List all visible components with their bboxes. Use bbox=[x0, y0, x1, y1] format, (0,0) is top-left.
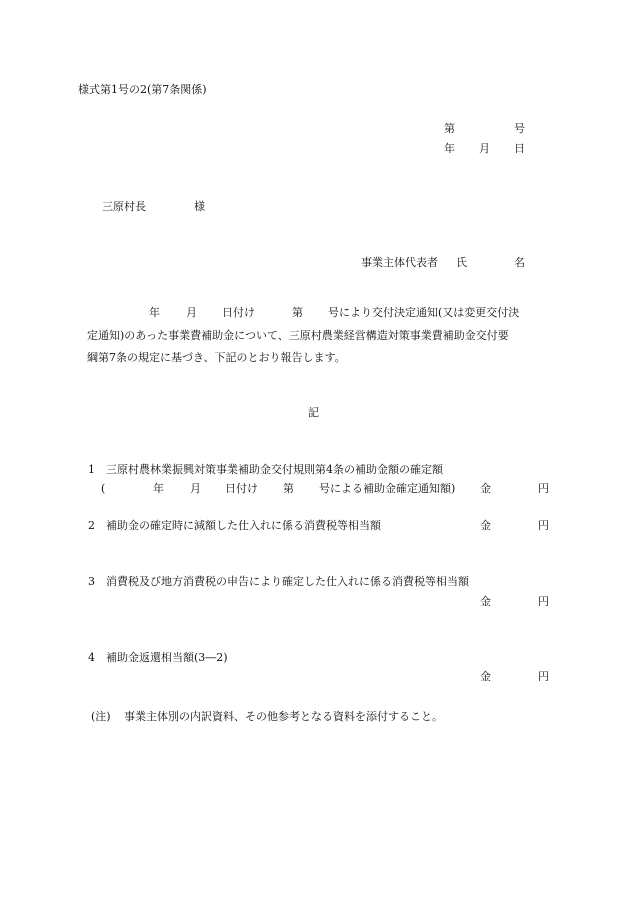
note-text: 事業主体別の内訳資料、その他参考となる資料を添付すること。 bbox=[124, 710, 443, 723]
item-label: 三原村農林業振興対策事業補助金交付規則第4条の補助金額の確定額 bbox=[106, 463, 443, 476]
body-line1-rest: 号により交付決定通知(又は変更交付決 bbox=[328, 306, 520, 319]
item-label: 補助金の確定時に減額した仕入れに係る消費税等相当額 bbox=[106, 519, 381, 532]
item-amount-en: 円 bbox=[538, 595, 549, 608]
addressee-honorific: 様 bbox=[194, 200, 205, 213]
body-line3: 綱第7条の規定に基づき、下記のとおり報告します。 bbox=[87, 351, 346, 364]
body-line2: 定通知)のあった事業費補助金について、三原村農業経営構造対策事業費補助金交付要 bbox=[87, 329, 509, 342]
item-amount-en: 円 bbox=[538, 519, 549, 532]
date-month-label: 月 bbox=[479, 142, 490, 155]
sender-label: 事業主体代表者 bbox=[361, 256, 438, 269]
item-number: 4 bbox=[88, 651, 95, 664]
item-sub-dated: 日付け bbox=[225, 482, 258, 495]
item-amount-kin: 金 bbox=[480, 595, 491, 608]
sender-name-first: 氏 bbox=[456, 256, 467, 269]
item-number: 3 bbox=[88, 575, 95, 588]
item-amount-kin: 金 bbox=[480, 482, 491, 495]
item-sub-month: 月 bbox=[190, 482, 201, 495]
item-sub-open: ( bbox=[101, 482, 106, 495]
item-number: 1 bbox=[88, 463, 95, 476]
sender-name-second: 名 bbox=[514, 256, 525, 269]
form-id: 様式第1号の2(第7条関係) bbox=[78, 83, 207, 96]
item-number: 2 bbox=[88, 519, 95, 532]
body-month-label: 月 bbox=[186, 306, 197, 319]
date-day-label: 日 bbox=[514, 142, 525, 155]
body-dated-label: 日付け bbox=[222, 306, 255, 319]
ki-heading: 記 bbox=[308, 406, 319, 419]
item-amount-kin: 金 bbox=[480, 519, 491, 532]
number-prefix: 第 bbox=[444, 122, 455, 135]
item-label: 消費税及び地方消費税の申告により確定した仕入れに係る消費税等相当額 bbox=[106, 575, 469, 588]
item-amount-kin: 金 bbox=[480, 670, 491, 683]
item-sub-rest: 号による補助金確定通知額) bbox=[319, 482, 456, 495]
item-label: 補助金返還相当額(3―2) bbox=[106, 651, 228, 664]
item-amount-en: 円 bbox=[538, 670, 549, 683]
number-suffix: 号 bbox=[514, 122, 525, 135]
item-sub-year: 年 bbox=[153, 482, 164, 495]
item-amount-en: 円 bbox=[538, 482, 549, 495]
note-label: (注) bbox=[91, 710, 111, 723]
body-no-label: 第 bbox=[292, 306, 303, 319]
addressee-name: 三原村長 bbox=[102, 200, 146, 213]
date-year-label: 年 bbox=[444, 142, 455, 155]
item-sub-no: 第 bbox=[283, 482, 294, 495]
body-year-label: 年 bbox=[149, 306, 160, 319]
